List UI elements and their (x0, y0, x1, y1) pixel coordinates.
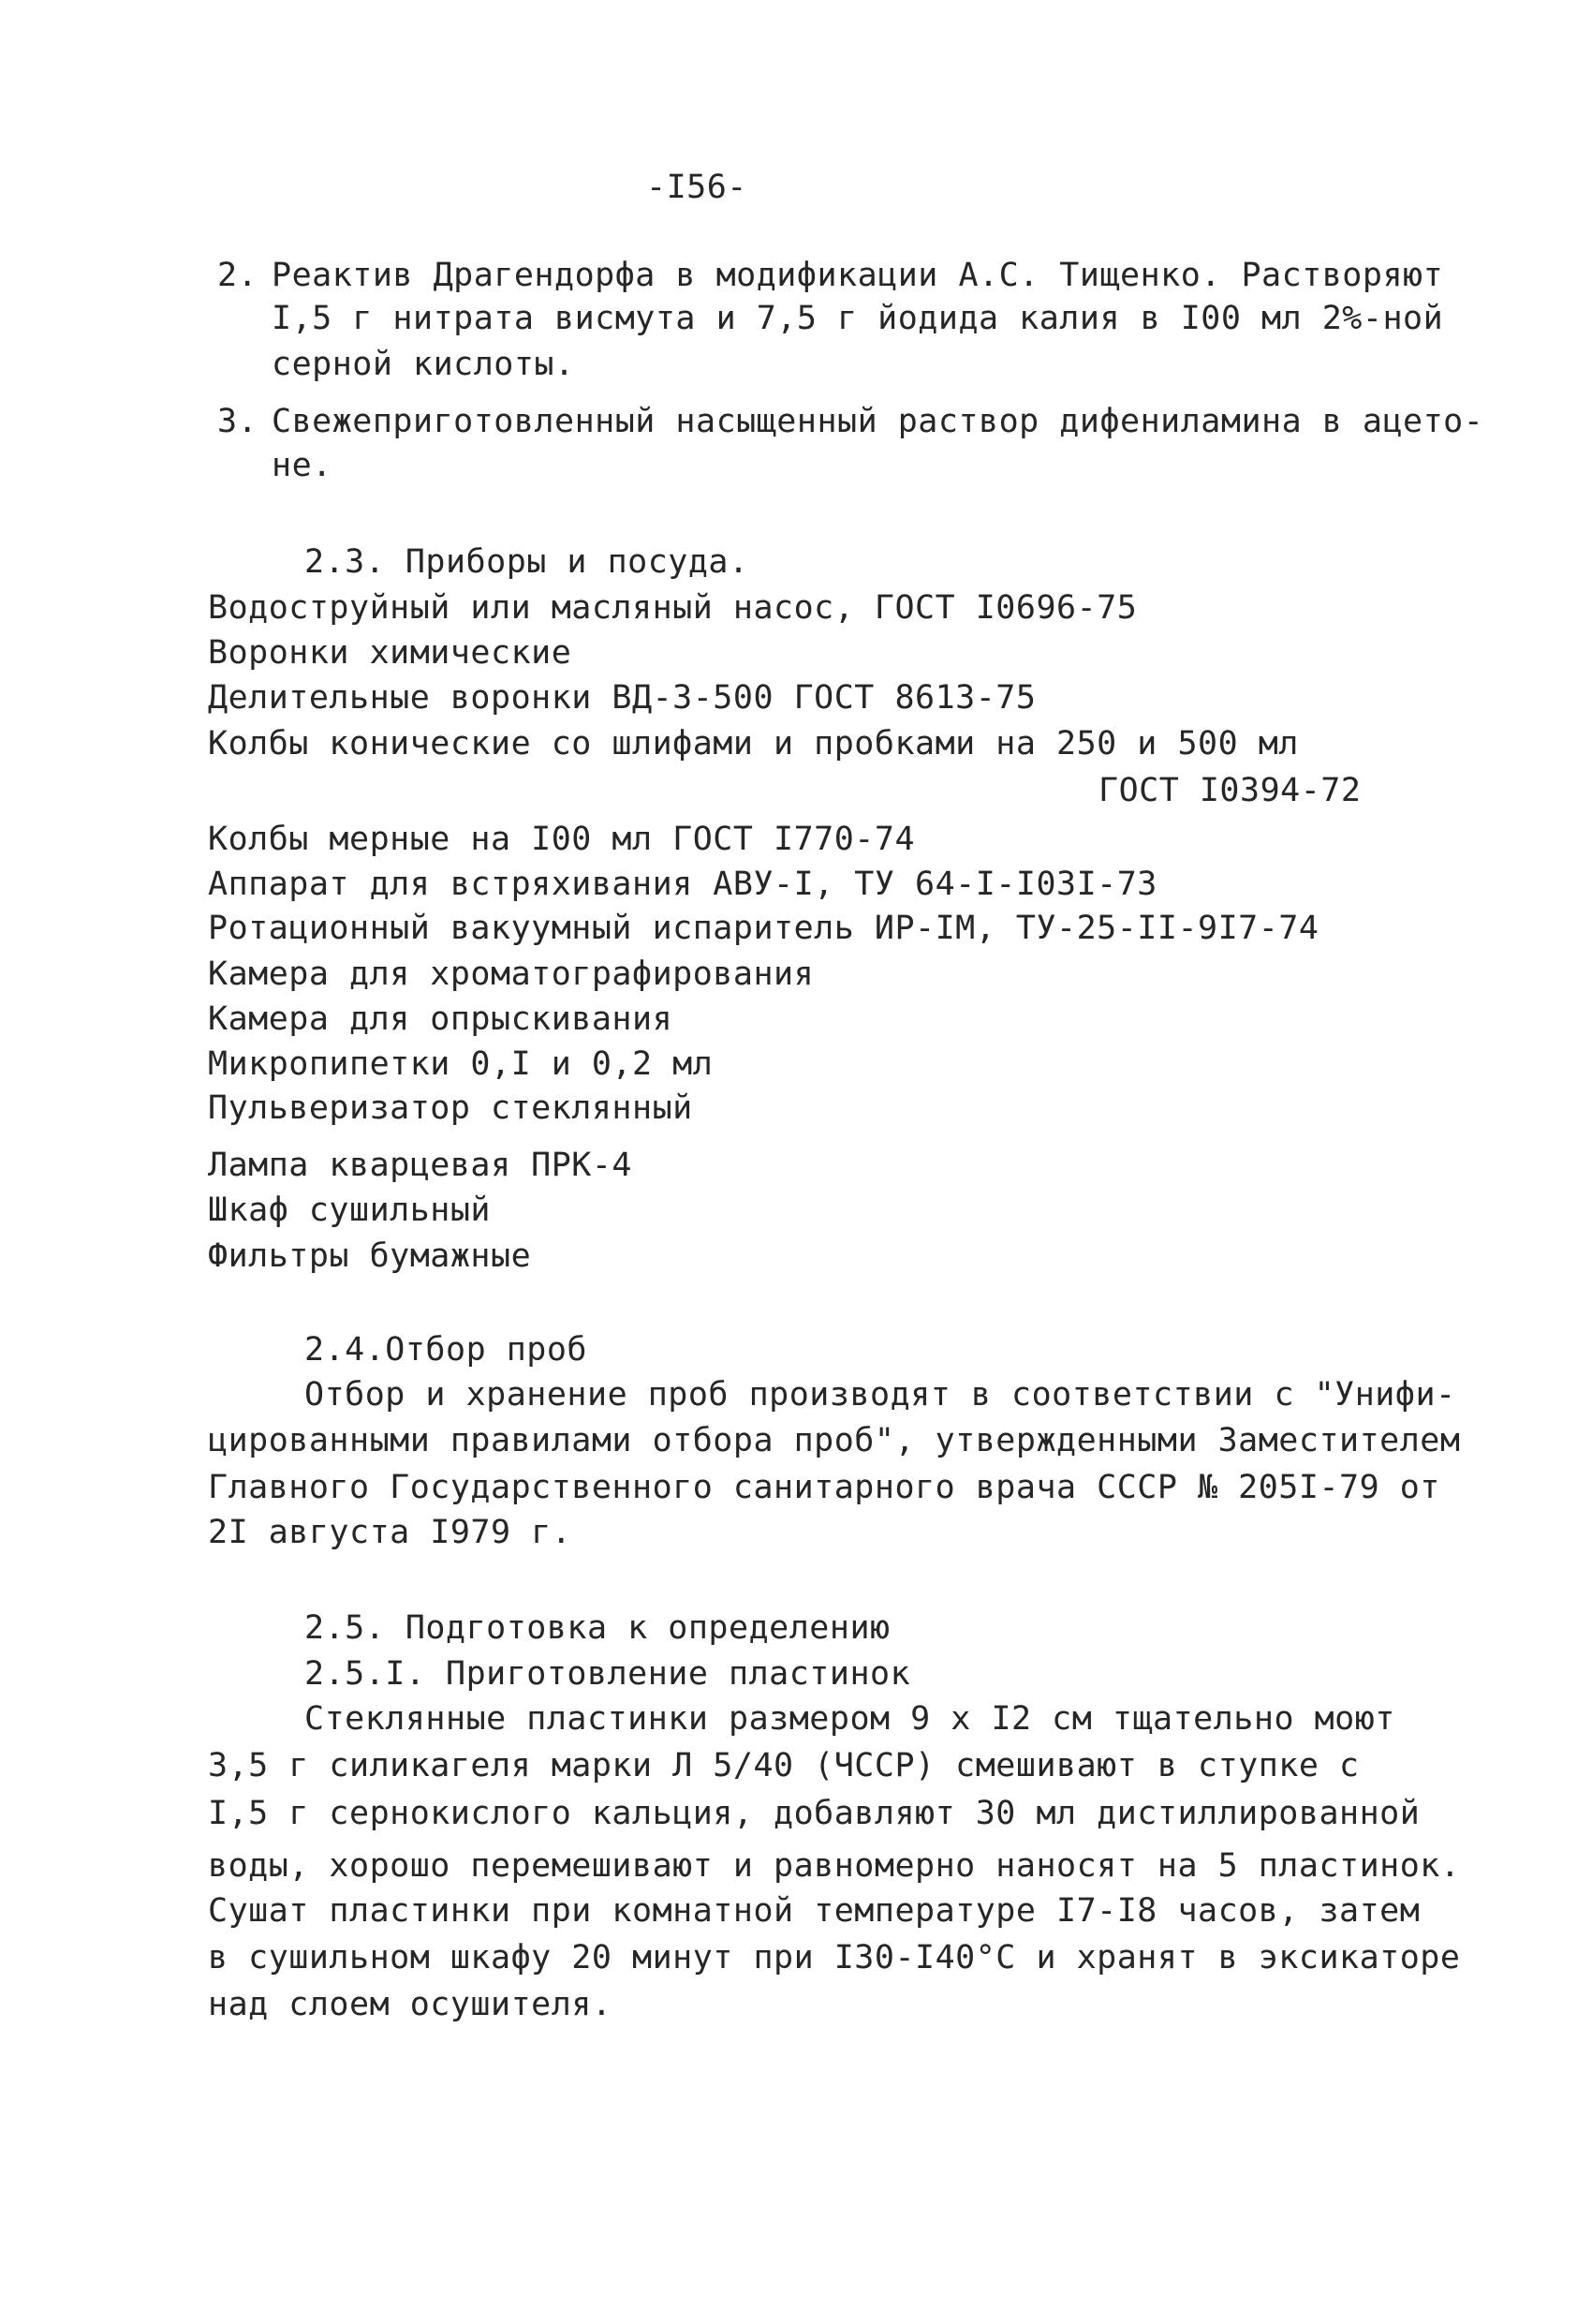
paragraph-line: 2I августа I979 г. (208, 1514, 572, 1551)
equipment-item: Камера для хроматографирования (208, 955, 815, 993)
section-heading: 2.4.Отбор проб (304, 1331, 588, 1369)
paragraph-line: цированными правилами отбора проб", утвержденными Заместителем (208, 1422, 1461, 1459)
equipment-item: Лампа кварцевая ПРК-4 (208, 1147, 633, 1184)
list-item-line: I,5 г нитрата висмута и 7,5 г йодида калия в I00 мл 2%-ной (272, 300, 1444, 337)
section-heading: 2.5. Подготовка к определению (304, 1609, 891, 1647)
equipment-item: Шкаф сушильный (208, 1192, 492, 1229)
equipment-item: Ротационный вакуумный испаритель ИР-IМ, ТУ-25-II-9I7-74 (208, 910, 1319, 947)
paragraph-line: Стеклянные пластинки размером 9 х I2 см тщательно моют (304, 1700, 1395, 1738)
paragraph-line: воды, хорошо перемешивают и равномерно наносят на 5 пластинок. (208, 1847, 1461, 1885)
equipment-item: Воронки химические (208, 634, 572, 672)
equipment-item: Фильтры бумажные (208, 1237, 532, 1275)
paragraph-line: 3,5 г силикагеля марки Л 5/40 (ЧССР) смешивают в ступке с (208, 1747, 1360, 1784)
list-item-line: серной кислоты. (272, 346, 575, 383)
paragraph-line: Главного Государственного санитарного врача СССР № 205I-79 от (208, 1469, 1440, 1506)
paragraph-line: Отбор и хранение проб производят в соответствии с "Унифи- (304, 1376, 1456, 1414)
list-item-line: не. (272, 447, 332, 484)
equipment-item: Колбы мерные на I00 мл ГОСТ I770-74 (208, 821, 916, 858)
list-item-number: 2. (217, 257, 258, 294)
section-heading: 2.3. Приборы и посуда. (304, 543, 749, 581)
paragraph-line: I,5 г сернокислого кальция, добавляют 30 мл дистиллированной (208, 1795, 1421, 1832)
paragraph-line: в сушильном шкафу 20 минут при I30-I40°С и хранят в эксикаторе (208, 1939, 1461, 1976)
equipment-item: Пульверизатор стеклянный (208, 1089, 693, 1127)
equipment-item: Делительные воронки ВД-3-500 ГОСТ 8613-75 (208, 679, 1037, 717)
list-item-number: 3. (217, 403, 258, 440)
equipment-item: Колбы конические со шлифами и пробками на 250 и 500 мл (208, 725, 1299, 762)
paragraph-line: над слоем осушителя. (208, 1986, 612, 2023)
equipment-item-continuation: ГОСТ I0394-72 (1098, 772, 1362, 809)
list-item-line: Свежеприготовленный насыщенный раствор дифениламина в ацето- (272, 403, 1484, 440)
page-number: -I56- (646, 169, 747, 206)
equipment-item: Водоструйный или масляный насос, ГОСТ I0696-75 (208, 589, 1138, 627)
equipment-item: Аппарат для встряхивания АВУ-I, ТУ 64-I-I03I-73 (208, 866, 1157, 903)
paragraph-line: Сушат пластинки при комнатной температуре I7-I8 часов, затем (208, 1892, 1421, 1930)
equipment-item: Микропипетки 0,I и 0,2 мл (208, 1045, 714, 1083)
equipment-item: Камера для опрыскивания (208, 1000, 673, 1038)
subsection-heading: 2.5.I. Приготовление пластинок (304, 1655, 911, 1693)
list-item-line: Реактив Драгендорфа в модификации А.С. Тищенко. Растворяют (272, 257, 1444, 294)
